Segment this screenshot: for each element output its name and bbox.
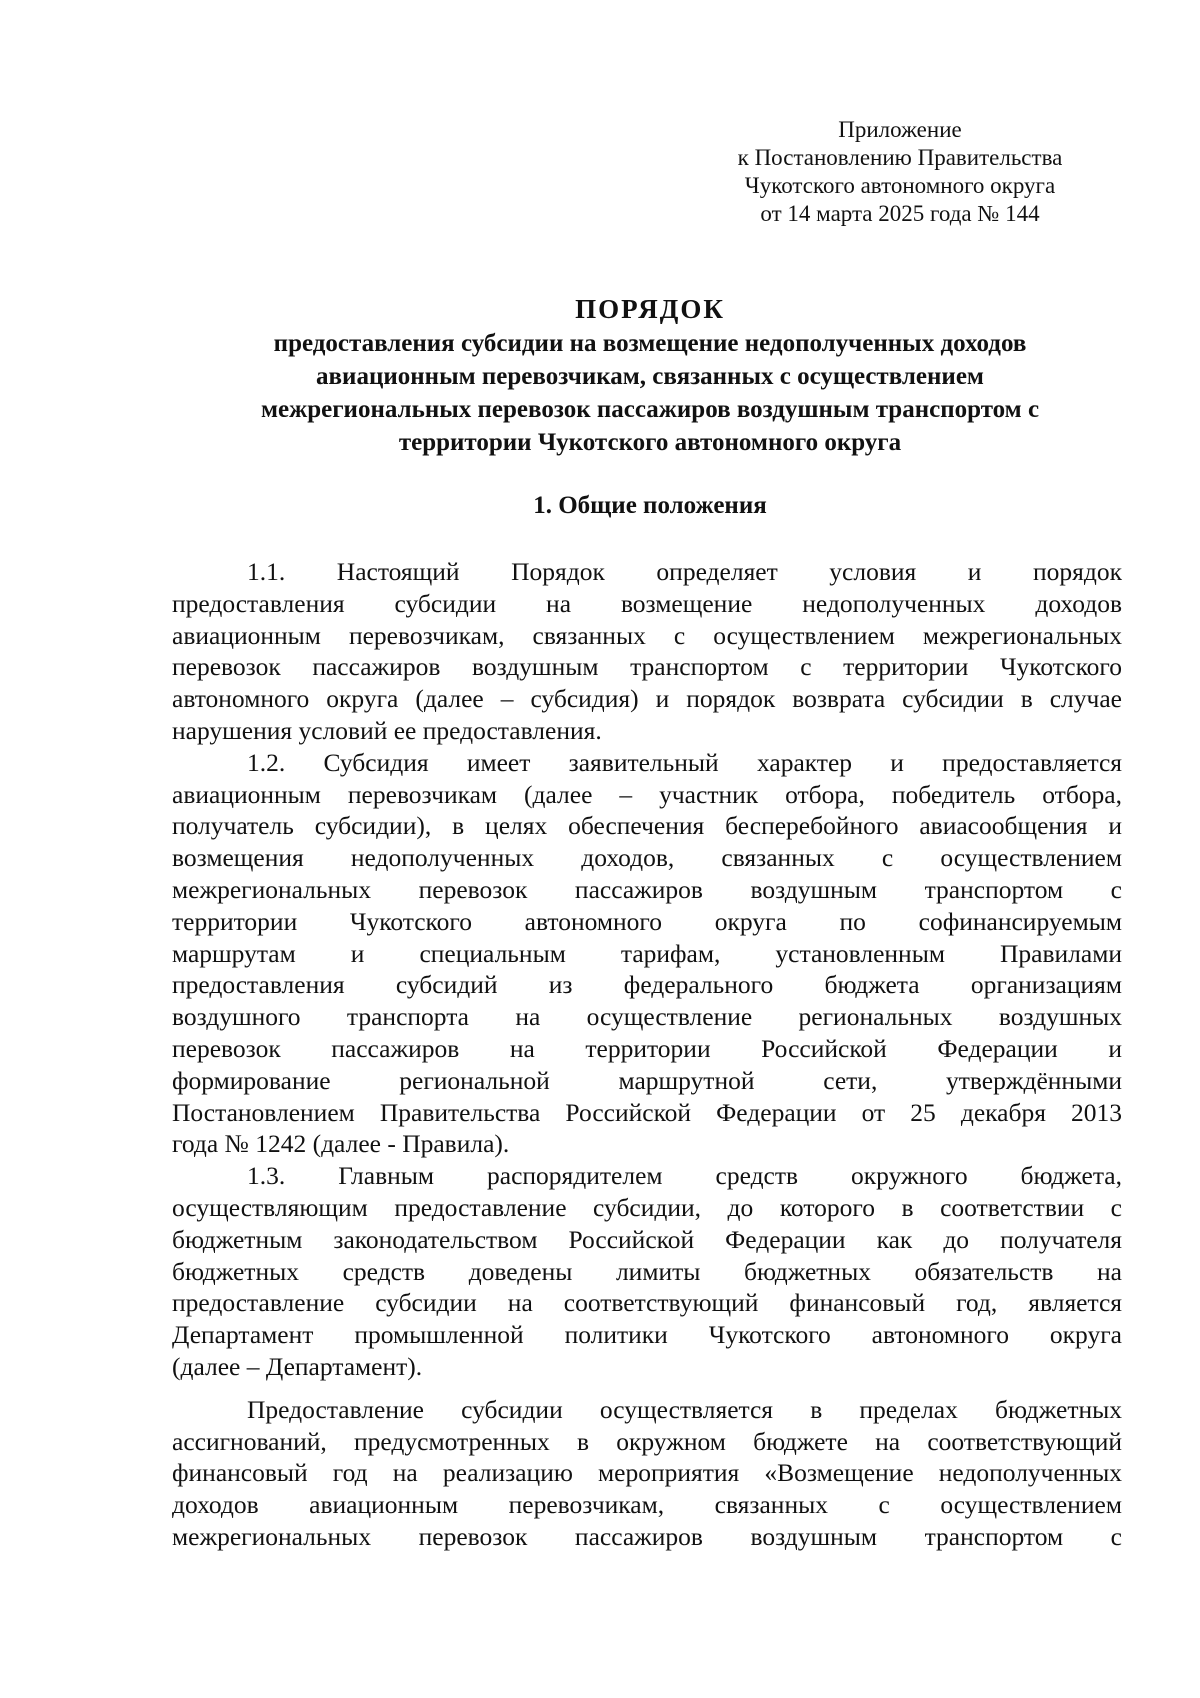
text-line: 1.3. Главным распорядителем средств окружного бюджета, xyxy=(247,1161,1122,1191)
text-line: ассигнований, предусмотренных в окружном бюджете на соответствующий xyxy=(172,1426,1122,1456)
text-line: формирование региональной маршрутной сети, утверждёнными xyxy=(172,1065,1122,1095)
text-line: 1.2. Субсидия имеет заявительный характер и предоставляется xyxy=(247,747,1122,777)
text-line: Предоставление субсидии осуществляется в пределах бюджетных xyxy=(247,1394,1122,1424)
text-line: автономного округа (далее – субсидия) и порядок возврата субсидии в случае xyxy=(172,684,1122,714)
text-line: Департамент промышленной политики Чукотского автономного округа xyxy=(172,1320,1122,1350)
text-line: года № 1242 (далее - Правила). xyxy=(172,1129,510,1159)
text-line: доходов авиационным перевозчикам, связанных с осуществлением xyxy=(172,1490,1122,1520)
text-line: межрегиональных перевозок пассажиров воздушным транспортом с xyxy=(172,874,1122,904)
title-main: ПОРЯДОК xyxy=(575,294,725,324)
paragraph xyxy=(172,747,1122,1160)
text-line: воздушного транспорта на осуществление региональных воздушных xyxy=(172,1002,1122,1032)
text-line: авиационным перевозчикам, связанных с осуществлением межрегиональных xyxy=(172,620,1122,650)
text-line: маршрутам и специальным тарифам, установленным Правилами xyxy=(172,938,1122,968)
text-line: авиационным перевозчикам (далее – участник отбора, победитель отбора, xyxy=(172,779,1122,809)
title-line: авиационным перевозчикам, связанных с осуществлением xyxy=(316,363,984,390)
text-line: осуществляющим предоставление субсидии, до которого в соответствии с xyxy=(172,1192,1122,1222)
text-line: бюджетным законодательством Российской Федерации как до получателя xyxy=(172,1224,1122,1254)
text-line: бюджетных средств доведены лимиты бюджетных обязательств на xyxy=(172,1256,1122,1286)
text-line: (далее – Департамент). xyxy=(172,1351,423,1381)
paragraph xyxy=(172,556,1122,747)
text-line: возмещения недополученных доходов, связанных с осуществлением xyxy=(172,843,1122,873)
appendix-line: Приложение xyxy=(838,117,962,142)
document-body xyxy=(172,556,1122,1553)
text-line: финансовый год на реализацию мероприятия «Возмещение недополученных xyxy=(172,1458,1122,1488)
appendix-line: Чукотского автономного округа xyxy=(744,173,1056,198)
appendix-line: от 14 марта 2025 года № 144 xyxy=(760,201,1040,226)
title-line: межрегиональных перевозок пассажиров воздушным транспортом с xyxy=(260,396,1040,423)
text-line: нарушения условий ее предоставления. xyxy=(172,715,602,745)
text-line: территории Чукотского автономного округа по софинансируемым xyxy=(172,906,1122,936)
title-line: территории Чукотского автономного округа xyxy=(398,429,902,456)
paragraph xyxy=(172,1394,1122,1553)
text-line: предоставления субсидий из федерального бюджета организациям xyxy=(172,970,1122,1000)
text-line: межрегиональных перевозок пассажиров воздушным транспортом с xyxy=(172,1521,1122,1551)
appendix-line: к Постановлению Правительства xyxy=(737,145,1063,170)
text-line: перевозок пассажиров на территории Российской Федерации и xyxy=(172,1033,1122,1063)
section-heading: 1. Общие положения xyxy=(533,492,767,519)
document-title xyxy=(180,293,1120,459)
text-line: перевозок пассажиров воздушным транспортом с территории Чукотского xyxy=(172,652,1122,682)
paragraph xyxy=(172,1160,1122,1383)
appendix-header xyxy=(700,116,1100,228)
text-line: 1.1. Настоящий Порядок определяет условия и порядок xyxy=(247,557,1122,586)
paragraph-spacer xyxy=(172,1383,1122,1394)
text-line: предоставления субсидии на возмещение недополученных доходов xyxy=(172,588,1122,618)
text-line: предоставление субсидии на соответствующий финансовый год, является xyxy=(172,1288,1122,1318)
title-line: предоставления субсидии на возмещение недополученных доходов xyxy=(273,330,1027,357)
text-line: Постановлением Правительства Российской Федерации от 25 декабря 2013 xyxy=(172,1097,1122,1127)
text-line: получатель субсидии), в целях обеспечения бесперебойного авиасообщения и xyxy=(172,811,1122,841)
